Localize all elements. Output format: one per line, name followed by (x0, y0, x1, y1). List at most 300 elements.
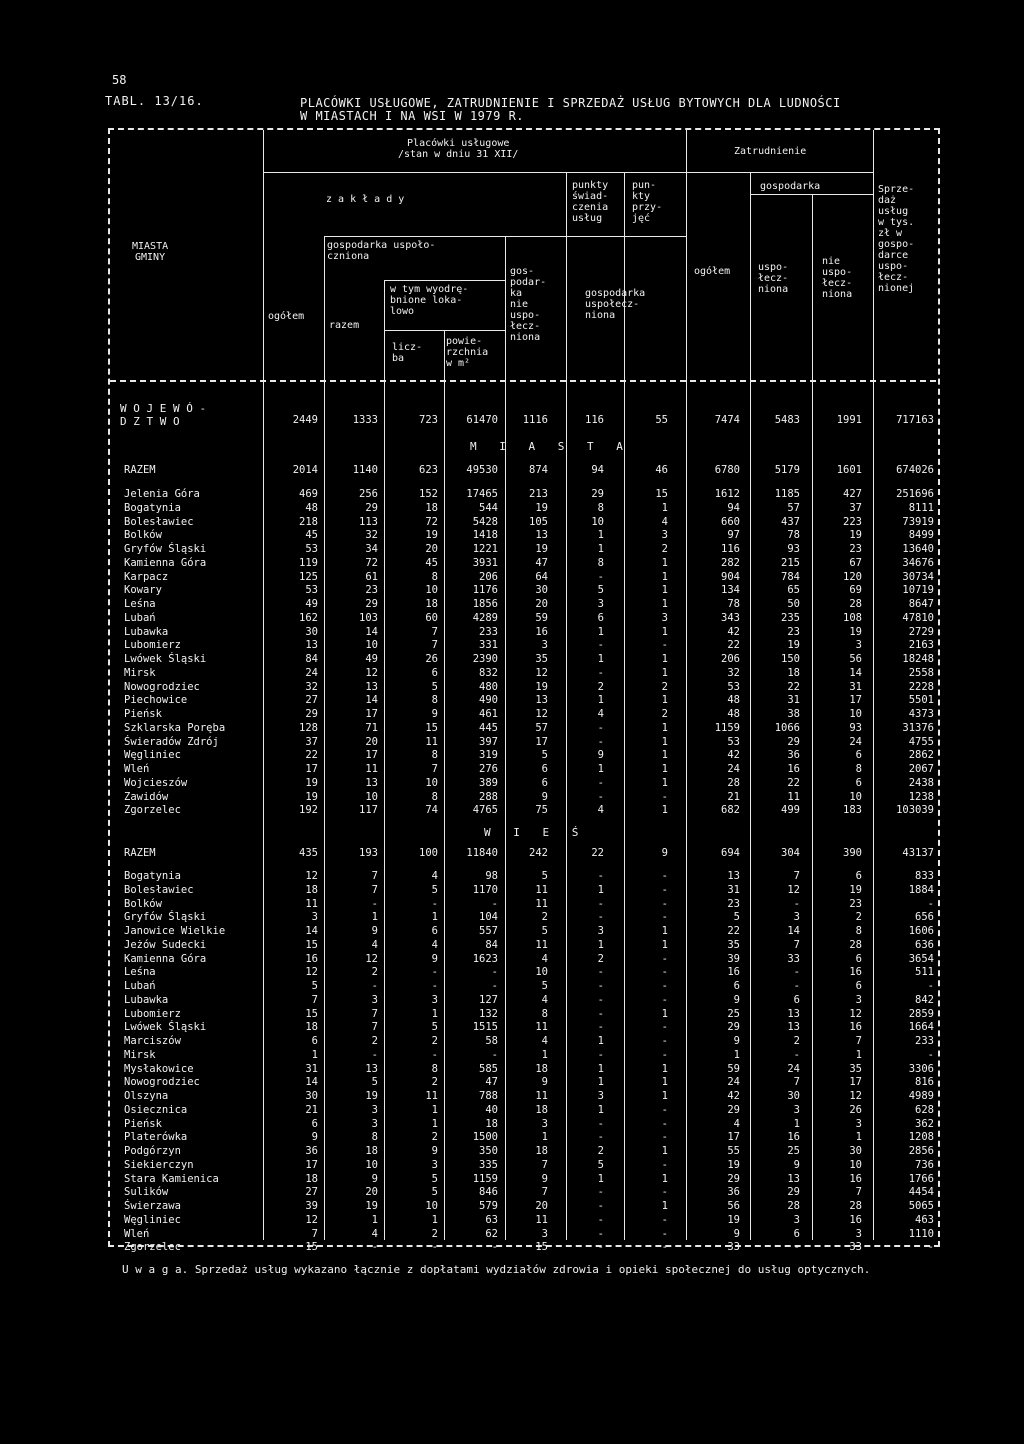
row-label: Bolków (124, 897, 162, 910)
cell-value: 2 (597, 952, 604, 965)
table-row (0, 1118, 1024, 1131)
cell-value: 7 (541, 1158, 548, 1171)
cell-value: 435 (299, 847, 318, 859)
cell-value: 3 (661, 611, 668, 624)
cell-value: 19 (305, 790, 318, 803)
cell-value: 13640 (902, 543, 934, 555)
cell-value: 1 (597, 938, 604, 951)
cell-value: 1 (597, 625, 604, 638)
cell-value: 2 (793, 1035, 800, 1047)
header-gosp-uspol: gospodarka uspoło- czniona (327, 240, 436, 262)
cell-value: 1 (431, 1213, 438, 1226)
row-label: Janowice Wielkie (124, 925, 226, 937)
table-row (0, 1173, 1024, 1186)
cell-value: 13 (535, 529, 548, 542)
cell-value: 7 (793, 870, 800, 882)
cell-value: - (661, 790, 668, 803)
cell-value: 7 (371, 883, 378, 896)
cell-value: 276 (479, 763, 498, 775)
cell-value: 48 (727, 694, 740, 707)
cell-value: 38 (787, 708, 800, 720)
cell-value: 2 (431, 1131, 438, 1144)
cell-value: 251696 (896, 488, 934, 500)
cell-value: - (371, 1048, 378, 1061)
cell-value: 71 (365, 721, 378, 734)
cell-value: 93 (787, 543, 800, 555)
cell-value: - (661, 1186, 668, 1199)
row-label: Wojcieszów (124, 776, 188, 789)
cell-value: 1 (661, 1200, 668, 1212)
cell-value: - (597, 897, 604, 910)
cell-value: 660 (721, 515, 740, 528)
cell-value: 9 (661, 847, 668, 859)
cell-value: 6 (855, 749, 862, 762)
row-label: Węgliniec (124, 1213, 181, 1226)
section-wies: W I E Ś (484, 826, 587, 839)
header-gosp-uspolecz: gospodarka uspołecz- niona (585, 288, 646, 321)
cell-value: 116 (585, 414, 604, 426)
cell-value: 1 (661, 694, 668, 707)
header-rule (750, 194, 873, 195)
cell-value: 21 (305, 1103, 318, 1116)
cell-value: 11 (535, 883, 548, 896)
cell-value: 17 (365, 749, 378, 762)
cell-value: 5 (371, 1076, 378, 1089)
row-label: Mirsk (124, 1048, 156, 1061)
cell-value: - (793, 1048, 800, 1061)
cell-value: 105 (529, 515, 548, 528)
cell-value: 22 (591, 847, 604, 859)
cell-value: 5 (431, 883, 438, 896)
cell-value: 3 (541, 1227, 548, 1240)
cell-value: 8 (431, 570, 438, 583)
cell-value: 7 (371, 1021, 378, 1034)
cell-value: 242 (529, 847, 548, 859)
cell-value: 97 (727, 529, 740, 542)
table-row (0, 791, 1024, 804)
table-row (0, 1186, 1024, 1199)
cell-value: 19 (727, 1158, 740, 1171)
header-ogolem: ogółem (268, 311, 305, 322)
cell-value: 3 (793, 1103, 800, 1116)
cell-value: - (597, 639, 604, 652)
cell-value: 218 (299, 515, 318, 528)
cell-value: 9 (311, 1131, 318, 1144)
cell-value: 1 (855, 1131, 862, 1144)
cell-value: 288 (479, 790, 498, 803)
cell-value: 1 (661, 666, 668, 679)
cell-value: 2 (431, 1076, 438, 1089)
cell-value: 7 (855, 1035, 862, 1047)
cell-value: 8111 (908, 501, 934, 514)
table-row (0, 1241, 1024, 1254)
cell-value: 1 (661, 776, 668, 789)
cell-value: 4 (597, 708, 604, 720)
cell-value: 134 (721, 584, 740, 597)
row-label: Mirsk (124, 666, 156, 679)
cell-value: 18 (535, 1062, 548, 1075)
header-rule (384, 280, 505, 281)
cell-value: 6 (541, 763, 548, 775)
cell-value: 5 (541, 980, 548, 992)
cell-value: 1991 (836, 414, 862, 426)
cell-value: 24 (305, 666, 318, 679)
cell-value: 1 (661, 584, 668, 597)
table-row (0, 1228, 1024, 1241)
table-row (0, 502, 1024, 515)
table-row (0, 953, 1024, 966)
cell-value: 1116 (522, 414, 548, 426)
cell-value: - (661, 1021, 668, 1034)
cell-value: - (927, 1241, 934, 1254)
cell-value: 9 (371, 1172, 378, 1185)
cell-value: 343 (721, 611, 740, 624)
cell-value: 10 (425, 776, 438, 789)
cell-value: 3 (431, 1158, 438, 1171)
row-label: Osiecznica (124, 1103, 188, 1116)
table-row (0, 777, 1024, 790)
table-row (0, 516, 1024, 529)
cell-value: 59 (727, 1062, 740, 1075)
cell-value: 1 (661, 1145, 668, 1157)
cell-value: 8 (855, 925, 862, 937)
cell-value: 15 (305, 1241, 318, 1254)
cell-value: 5 (431, 680, 438, 693)
cell-value: 3 (541, 1117, 548, 1130)
cell-value: - (661, 897, 668, 910)
cell-value: 1 (855, 1048, 862, 1061)
cell-value: 10 (425, 1200, 438, 1212)
row-label: Kamienna Góra (124, 952, 207, 965)
cell-value: 11 (425, 1090, 438, 1102)
row-label: Leśna (124, 966, 156, 979)
cell-value: 3 (855, 993, 862, 1006)
cell-value: - (431, 1241, 438, 1254)
cell-value: 19 (365, 1200, 378, 1212)
cell-value: 1 (311, 1048, 318, 1061)
cell-value: 1 (431, 1103, 438, 1116)
cell-value: 1 (597, 529, 604, 542)
cell-value: 1 (431, 911, 438, 924)
row-label: Podgórzyn (124, 1145, 181, 1157)
cell-value: 22 (305, 749, 318, 762)
cell-value: 23 (727, 897, 740, 910)
cell-value: 2 (431, 1227, 438, 1240)
cell-value: 75 (535, 804, 548, 817)
cell-value: 20 (365, 735, 378, 748)
cell-value: 6 (431, 925, 438, 937)
cell-value: 113 (359, 515, 378, 528)
cell-value: 120 (843, 570, 862, 583)
cell-value: 57 (787, 501, 800, 514)
cell-value: 2 (855, 911, 862, 924)
row-label: Jeżów Sudecki (124, 938, 207, 951)
cell-value: 1606 (908, 925, 934, 937)
table-row (0, 763, 1024, 776)
row-label: Sulików (124, 1186, 169, 1199)
cell-value: 24 (727, 1076, 740, 1089)
cell-value: 116 (721, 543, 740, 555)
cell-value: 4989 (908, 1090, 934, 1102)
cell-value: - (491, 980, 498, 992)
cell-value: 18 (485, 1117, 498, 1130)
cell-value: 9 (371, 925, 378, 937)
cell-value: 17 (305, 1158, 318, 1171)
cell-value: 56 (727, 1200, 740, 1212)
table-row (0, 980, 1024, 993)
cell-value: 14 (849, 666, 862, 679)
table-row (0, 911, 1024, 924)
cell-value: 132 (479, 1007, 498, 1020)
cell-value: 22 (787, 776, 800, 789)
cell-value: 1221 (472, 543, 498, 555)
cell-value: 50 (787, 598, 800, 610)
cell-value: - (431, 897, 438, 910)
cell-value: - (661, 1035, 668, 1047)
cell-value: 636 (915, 938, 934, 951)
cell-value: 1623 (472, 952, 498, 965)
cell-value: 3 (855, 639, 862, 652)
cell-value: 1515 (472, 1021, 498, 1034)
row-label: Siekierczyn (124, 1158, 194, 1171)
cell-value: 3 (431, 993, 438, 1006)
cell-value: 1 (661, 1090, 668, 1102)
cell-value: 1601 (836, 464, 862, 476)
table-row (0, 626, 1024, 639)
cell-value: 62 (485, 1227, 498, 1240)
cell-value: - (597, 735, 604, 748)
cell-value: 842 (915, 993, 934, 1006)
table-row (0, 694, 1024, 707)
cell-value: 5 (311, 980, 318, 992)
row-label: Bolesławiec (124, 515, 194, 528)
cell-value: 694 (721, 847, 740, 859)
cell-value: 5 (733, 911, 740, 924)
cell-value: 5065 (908, 1200, 934, 1212)
cell-value: - (597, 570, 604, 583)
table-row (0, 847, 1024, 860)
cell-value: 29 (727, 1021, 740, 1034)
cell-value: 1884 (908, 883, 934, 896)
header-gospodarka: gospodarka (760, 181, 821, 192)
cell-value: 3654 (908, 952, 934, 965)
cell-value: 15 (305, 1007, 318, 1020)
cell-value: 10 (591, 515, 604, 528)
cell-value: 19 (849, 883, 862, 896)
cell-value: 20 (425, 543, 438, 555)
cell-value: - (371, 1241, 378, 1254)
row-label: Kowary (124, 584, 162, 597)
cell-value: 193 (359, 847, 378, 859)
cell-value: 53 (727, 680, 740, 693)
cell-value: 1333 (352, 414, 378, 426)
cell-value: 2 (661, 543, 668, 555)
cell-value: 579 (479, 1200, 498, 1212)
cell-value: - (597, 870, 604, 882)
row-label: Lubomierz (124, 1007, 181, 1020)
row-label: Gryfów Śląski (124, 911, 207, 924)
cell-value: 7 (793, 938, 800, 951)
cell-value: 78 (727, 598, 740, 610)
cell-value: 25 (787, 1145, 800, 1157)
cell-value: 61 (365, 570, 378, 583)
cell-value: 19 (535, 501, 548, 514)
row-label: Lubawka (124, 993, 169, 1006)
cell-value: 6 (793, 1227, 800, 1240)
cell-value: 10 (365, 639, 378, 652)
cell-value: - (371, 897, 378, 910)
cell-value: 4 (541, 1035, 548, 1047)
cell-value: 1176 (472, 584, 498, 597)
cell-value: 18 (365, 1145, 378, 1157)
cell-value: 1 (597, 1062, 604, 1075)
cell-value: 100 (419, 847, 438, 859)
cell-value: 304 (781, 847, 800, 859)
cell-value: 30 (787, 1090, 800, 1102)
cell-value: 1 (661, 625, 668, 638)
cell-value: 1 (661, 749, 668, 762)
cell-value: 1 (371, 911, 378, 924)
cell-value: - (661, 1048, 668, 1061)
cell-value: 11 (787, 790, 800, 803)
cell-value: - (661, 1117, 668, 1130)
table-row (0, 804, 1024, 817)
header-sprzedaz: Sprze- daż usług w tys. zł w gospo- darce uspo- łecz- nionej (878, 184, 915, 294)
header-zatr-nieuspol: nie uspo- łecz- niona (822, 256, 853, 300)
row-label: Pieńsk (124, 708, 162, 720)
row-label: Karpacz (124, 570, 169, 583)
cell-value: - (597, 1021, 604, 1034)
cell-value: 427 (843, 488, 862, 500)
cell-value: 19 (727, 1213, 740, 1226)
cell-value: 1 (793, 1117, 800, 1130)
cell-value: 15 (305, 938, 318, 951)
cell-value: 23 (365, 584, 378, 597)
table-row (0, 1104, 1024, 1117)
table-row (0, 1008, 1024, 1021)
cell-value: 18 (305, 1021, 318, 1034)
header-punkty-swiadczenia: punkty świad- czenia usług (572, 180, 609, 224)
cell-value: 69 (849, 584, 862, 597)
cell-value: 7 (793, 1076, 800, 1089)
row-label: Lubań (124, 980, 156, 992)
table-row (0, 749, 1024, 762)
row-label: Piechowice (124, 694, 188, 707)
cell-value: 1 (597, 543, 604, 555)
cell-value: 2 (661, 680, 668, 693)
cell-value: 35 (535, 653, 548, 665)
cell-value: 29 (787, 1186, 800, 1199)
cell-value: 14 (365, 694, 378, 707)
cell-value: 2163 (908, 639, 934, 652)
cell-value: 30 (305, 1090, 318, 1102)
cell-value: 3 (855, 1227, 862, 1240)
cell-value: 67 (849, 556, 862, 569)
table-row (0, 584, 1024, 597)
cell-value: - (491, 897, 498, 910)
cell-value: 362 (915, 1117, 934, 1130)
cell-value: 256 (359, 488, 378, 500)
cell-value: 4373 (908, 708, 934, 720)
cell-value: 544 (479, 501, 498, 514)
cell-value: 11 (535, 1090, 548, 1102)
cell-value: 4755 (908, 735, 934, 748)
cell-value: - (491, 1241, 498, 1254)
cell-value: 5 (431, 1172, 438, 1185)
cell-value: 390 (843, 847, 862, 859)
cell-value: 12 (365, 952, 378, 965)
cell-value: 183 (843, 804, 862, 817)
cell-value: 717163 (896, 414, 934, 426)
cell-value: 788 (479, 1090, 498, 1102)
cell-value: 1066 (774, 721, 800, 734)
cell-value: 103 (359, 611, 378, 624)
header-zatrudnienie: Zatrudnienie (734, 146, 807, 157)
cell-value: 4 (541, 993, 548, 1006)
cell-value: 24 (849, 735, 862, 748)
cell-value: 40 (485, 1103, 498, 1116)
row-label: Szklarska Poręba (124, 721, 226, 734)
cell-value: 9 (541, 1076, 548, 1089)
cell-value: - (597, 1227, 604, 1240)
header-placowki: Placówki usługowe /stan w dniu 31 XII/ (398, 138, 519, 160)
cell-value: 1 (597, 883, 604, 896)
cell-value: 10 (849, 708, 862, 720)
cell-value: 84 (305, 653, 318, 665)
cell-value: 623 (419, 464, 438, 476)
header-rule (384, 330, 505, 331)
cell-value: 437 (781, 515, 800, 528)
cell-value: 9 (431, 952, 438, 965)
cell-value: 2 (661, 708, 668, 720)
cell-value: 15 (535, 1241, 548, 1254)
cell-value: 235 (781, 611, 800, 624)
cell-value: 9 (541, 1172, 548, 1185)
cell-value: 4 (371, 938, 378, 951)
cell-value: - (661, 980, 668, 992)
cell-value: 65 (787, 584, 800, 597)
cell-value: 31 (849, 680, 862, 693)
table-row (0, 1035, 1024, 1048)
cell-value: 27 (305, 694, 318, 707)
cell-value: 397 (479, 735, 498, 748)
cell-value: 128 (299, 721, 318, 734)
cell-value: 13 (787, 1172, 800, 1185)
page-number: 58 (112, 73, 127, 87)
cell-value: 28 (849, 598, 862, 610)
row-label: Lwówek Śląski (124, 1021, 207, 1034)
cell-value: 784 (781, 570, 800, 583)
cell-value: 6 (597, 611, 604, 624)
table-row (0, 1021, 1024, 1034)
header-rule (324, 236, 686, 237)
cell-value: 12 (535, 708, 548, 720)
table-row (0, 1090, 1024, 1103)
cell-value: - (491, 966, 498, 979)
cell-value: 47 (485, 1076, 498, 1089)
cell-value: 19 (849, 625, 862, 638)
cell-value: 43137 (902, 847, 934, 859)
header-rule (263, 172, 873, 173)
cell-value: 213 (529, 488, 548, 500)
cell-value: 13 (535, 694, 548, 707)
table-row (0, 1131, 1024, 1144)
cell-value: 499 (781, 804, 800, 817)
cell-value: 17 (849, 694, 862, 707)
cell-value: 6 (311, 1117, 318, 1130)
cell-value: 480 (479, 680, 498, 693)
cell-value: 1159 (714, 721, 740, 734)
